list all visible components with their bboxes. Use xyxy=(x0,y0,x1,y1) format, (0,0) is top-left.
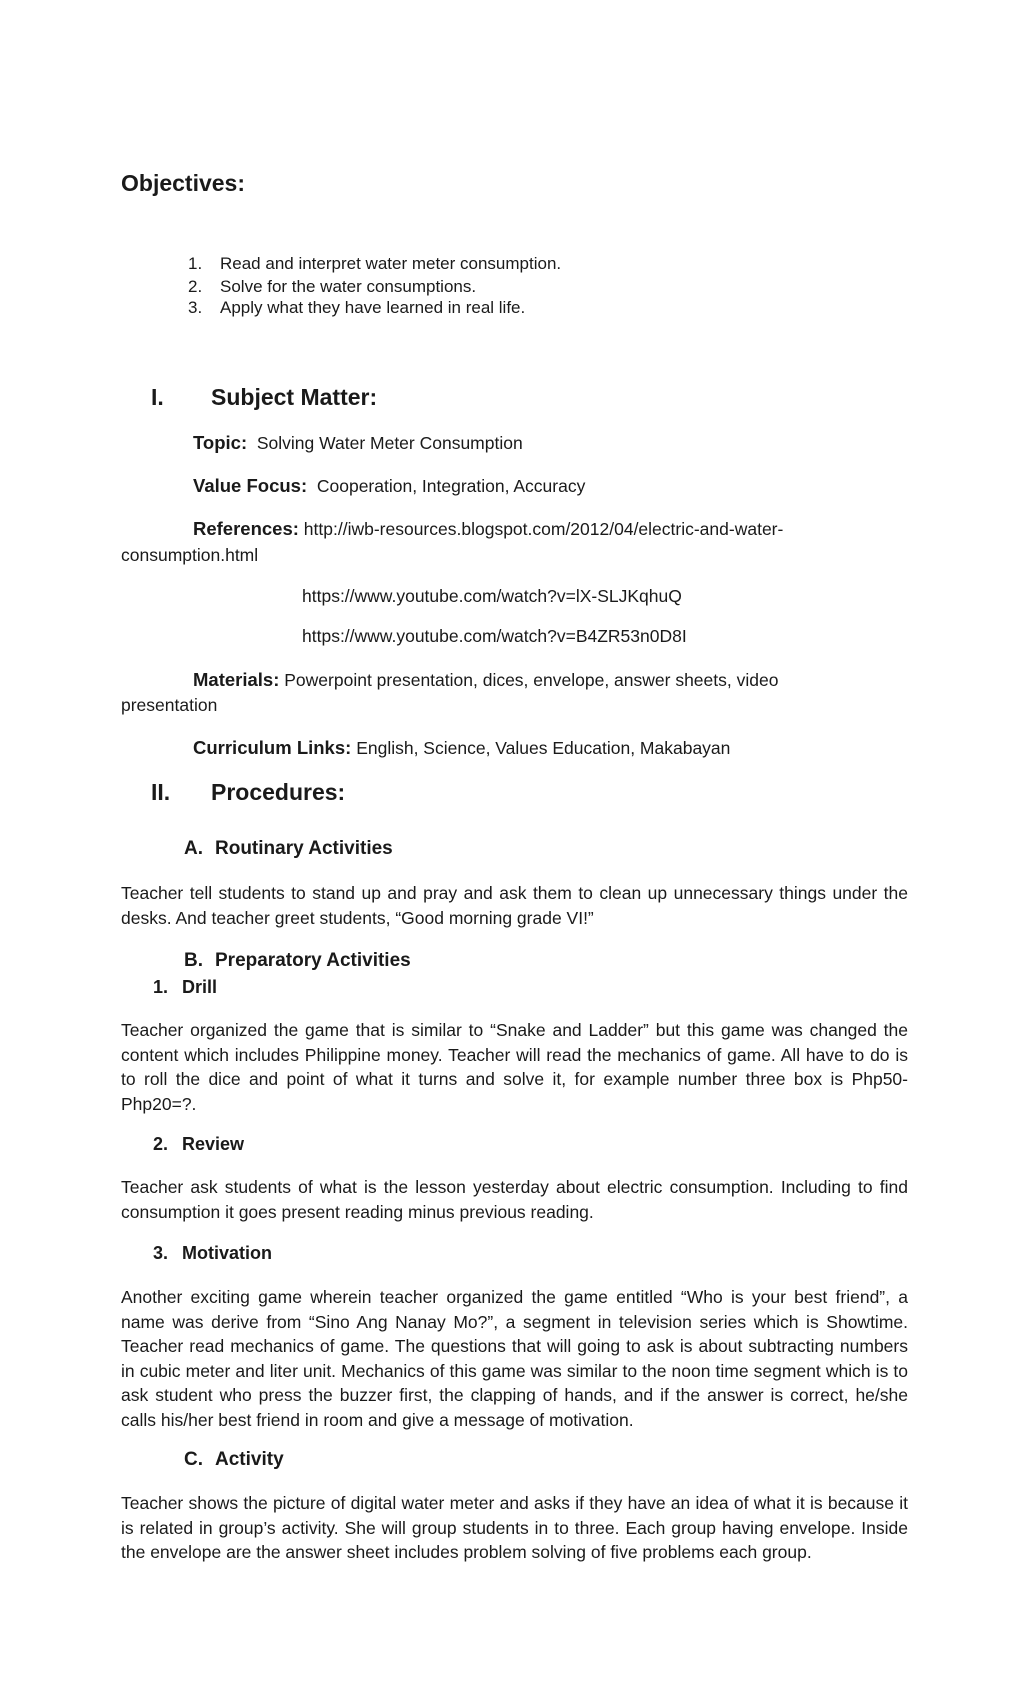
references-label: References: xyxy=(193,518,299,539)
item-title: Drill xyxy=(182,977,218,997)
item-number: 3. xyxy=(153,1243,169,1263)
value-focus-field xyxy=(193,475,585,497)
subsection-title: Preparatory Activities xyxy=(215,950,411,971)
activity-heading xyxy=(184,1449,584,1473)
topic-value: Solving Water Meter Consumption xyxy=(256,433,523,453)
objective-item xyxy=(188,298,525,318)
preparatory-heading xyxy=(184,950,584,974)
review-heading xyxy=(153,1134,453,1158)
objective-item xyxy=(188,277,476,297)
reference-link[interactable]: http://iwb-resources.blogspot.com/2012/04/electric-and-water- xyxy=(303,519,784,539)
objective-text: Read and interpret water meter consumption. xyxy=(220,254,562,273)
routinary-paragraph: Teacher tell students to stand up and pray and ask them to clean up unnecessary things under the desks. And teacher greet students, “Good morning grade VI!” xyxy=(121,883,908,928)
curriculum-value: English, Science, Values Education, Makabayan xyxy=(356,738,731,758)
objective-item xyxy=(188,254,561,274)
subsection-letter: A. xyxy=(184,838,203,859)
routinary-heading xyxy=(184,838,584,862)
section-numeral: II. xyxy=(151,779,171,805)
materials-continuation: presentation xyxy=(121,695,218,715)
objective-text: Apply what they have learned in real life. xyxy=(220,298,526,317)
materials-value: Powerpoint presentation, dices, envelope, answer sheets, video xyxy=(284,670,779,690)
curriculum-links-field xyxy=(193,737,730,759)
activity-paragraph: Teacher shows the picture of digital water meter and asks if they have an idea of what it is because it is related in group’s activity. She will group students in to three. Each group having envelope. Inside the envelope are the answer sheet includes problem solving of five problems each group. xyxy=(121,1493,908,1562)
topic-label: Topic: xyxy=(193,432,248,453)
topic-field xyxy=(193,432,523,454)
section-numeral: I. xyxy=(151,384,164,410)
subsection-title: Activity xyxy=(215,1449,284,1470)
drill-paragraph: Teacher organized the game that is similar to “Snake and Ladder” but this game was changed the content which includes Philippine money. Teacher will read the mechanics of game. All have to do is to roll the dice and point of what it turns and solve it, for example number three box is Php50-Php20=?. xyxy=(121,1020,908,1114)
subsection-letter: C. xyxy=(184,1449,203,1470)
drill-heading xyxy=(153,977,453,1001)
subsection-title: Routinary Activities xyxy=(215,838,393,859)
reference-link-continuation[interactable]: consumption.html xyxy=(121,545,259,565)
reference-link[interactable]: https://www.youtube.com/watch?v=lX-SLJKqhuQ xyxy=(302,586,682,606)
materials-label: Materials: xyxy=(193,669,280,690)
procedures-heading xyxy=(151,779,451,809)
item-title: Motivation xyxy=(182,1243,272,1263)
section-title: Procedures: xyxy=(211,779,346,805)
references-field xyxy=(193,518,783,540)
value-focus-value: Cooperation, Integration, Accuracy xyxy=(316,476,586,496)
subsection-letter: B. xyxy=(184,950,203,971)
curriculum-label: Curriculum Links: xyxy=(193,737,352,758)
subject-matter-heading xyxy=(151,384,451,414)
objective-number: 2. xyxy=(188,277,203,296)
section-title: Subject Matter: xyxy=(211,384,378,410)
item-number: 2. xyxy=(153,1134,169,1154)
materials-field xyxy=(193,669,778,691)
reference-link[interactable]: https://www.youtube.com/watch?v=B4ZR53n0D8I xyxy=(302,626,687,646)
value-focus-label: Value Focus: xyxy=(193,475,308,496)
item-number: 1. xyxy=(153,977,169,997)
objectives-heading: Objectives: xyxy=(121,170,245,196)
motivation-paragraph: Another exciting game wherein teacher organized the game entitled “Who is your best friend”, a name was derive from “Sino Ang Nanay Mo?”, a segment in television series which is Showtime. Teacher read mechanics of game. The questions that will going to ask is about subtracting numbers in cubic meter and liter unit. Mechanics of this game was similar to the noon time segment which is to ask student who press the buzzer first, the clapping of hands, and if the answer is correct, he/she calls his/her best friend in room and give a message of motivation. xyxy=(121,1287,908,1430)
objective-number: 3. xyxy=(188,298,203,317)
motivation-heading xyxy=(153,1243,453,1267)
review-paragraph: Teacher ask students of what is the lesson yesterday about electric consumption. Including to find consumption it goes present reading minus previous reading. xyxy=(121,1177,908,1222)
item-title: Review xyxy=(182,1134,245,1154)
objective-text: Solve for the water consumptions. xyxy=(220,277,477,296)
objective-number: 1. xyxy=(188,254,203,273)
